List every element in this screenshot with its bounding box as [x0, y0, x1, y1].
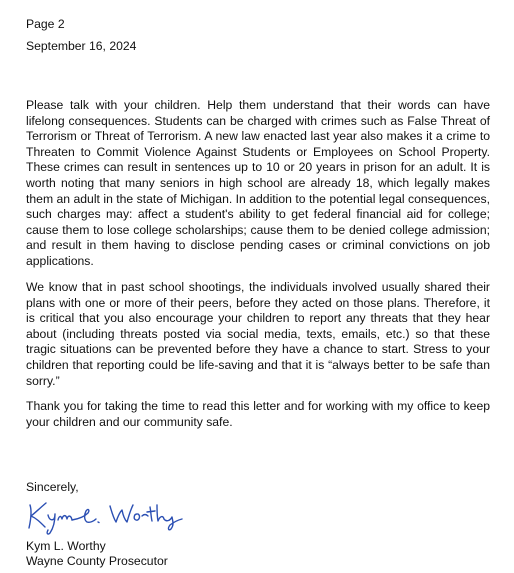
paragraph-thanks: Thank you for taking the time to read this letter and for working with my office to keep your children and our community safe.: [26, 399, 490, 429]
handwritten-signature: [24, 495, 194, 537]
paragraph-reporting: We know that in past school shootings, the individuals involved usually shared their plans with one or more of their peers, before they acted on those plans. Therefore, it is critical that you also encourage your children to report any threats that they hear about (including threats posted via social media, texts, emails, etc.) so that these tragic situations can be prevented before they have a chance to start. Stress to your children that reporting could be life-saving and that it is “always better to be safe than sorry.”: [26, 280, 490, 388]
page-number: Page 2: [26, 17, 65, 31]
letter-date: September 16, 2024: [26, 39, 137, 53]
signer-title: Wayne County Prosecutor: [26, 554, 168, 568]
closing-salutation: Sincerely,: [26, 480, 79, 494]
paragraph-consequences: Please talk with your children. Help them understand that their words can have lifelong consequences. Students can be charged with crimes such as False Threat of Terrorism or Threat of Terrorism. A new law enacted last year also makes it a crime to Threaten to Commit Violence Against Students or Employees on School Property. These crimes can result in sentences up to 10 or 20 years in prison for an adult. It is worth noting that many seniors in high school are already 18, which legally makes them an adult in the state of Michigan. In addition to the potential legal consequences, such charges may: affect a student's ability to get federal financial aid for college; cause them to lose college scholarships; cause them to be denied college admission; and result in them having to disclose pending cases or criminal convictions on job applications.: [26, 98, 490, 268]
signer-name: Kym L. Worthy: [26, 539, 106, 553]
